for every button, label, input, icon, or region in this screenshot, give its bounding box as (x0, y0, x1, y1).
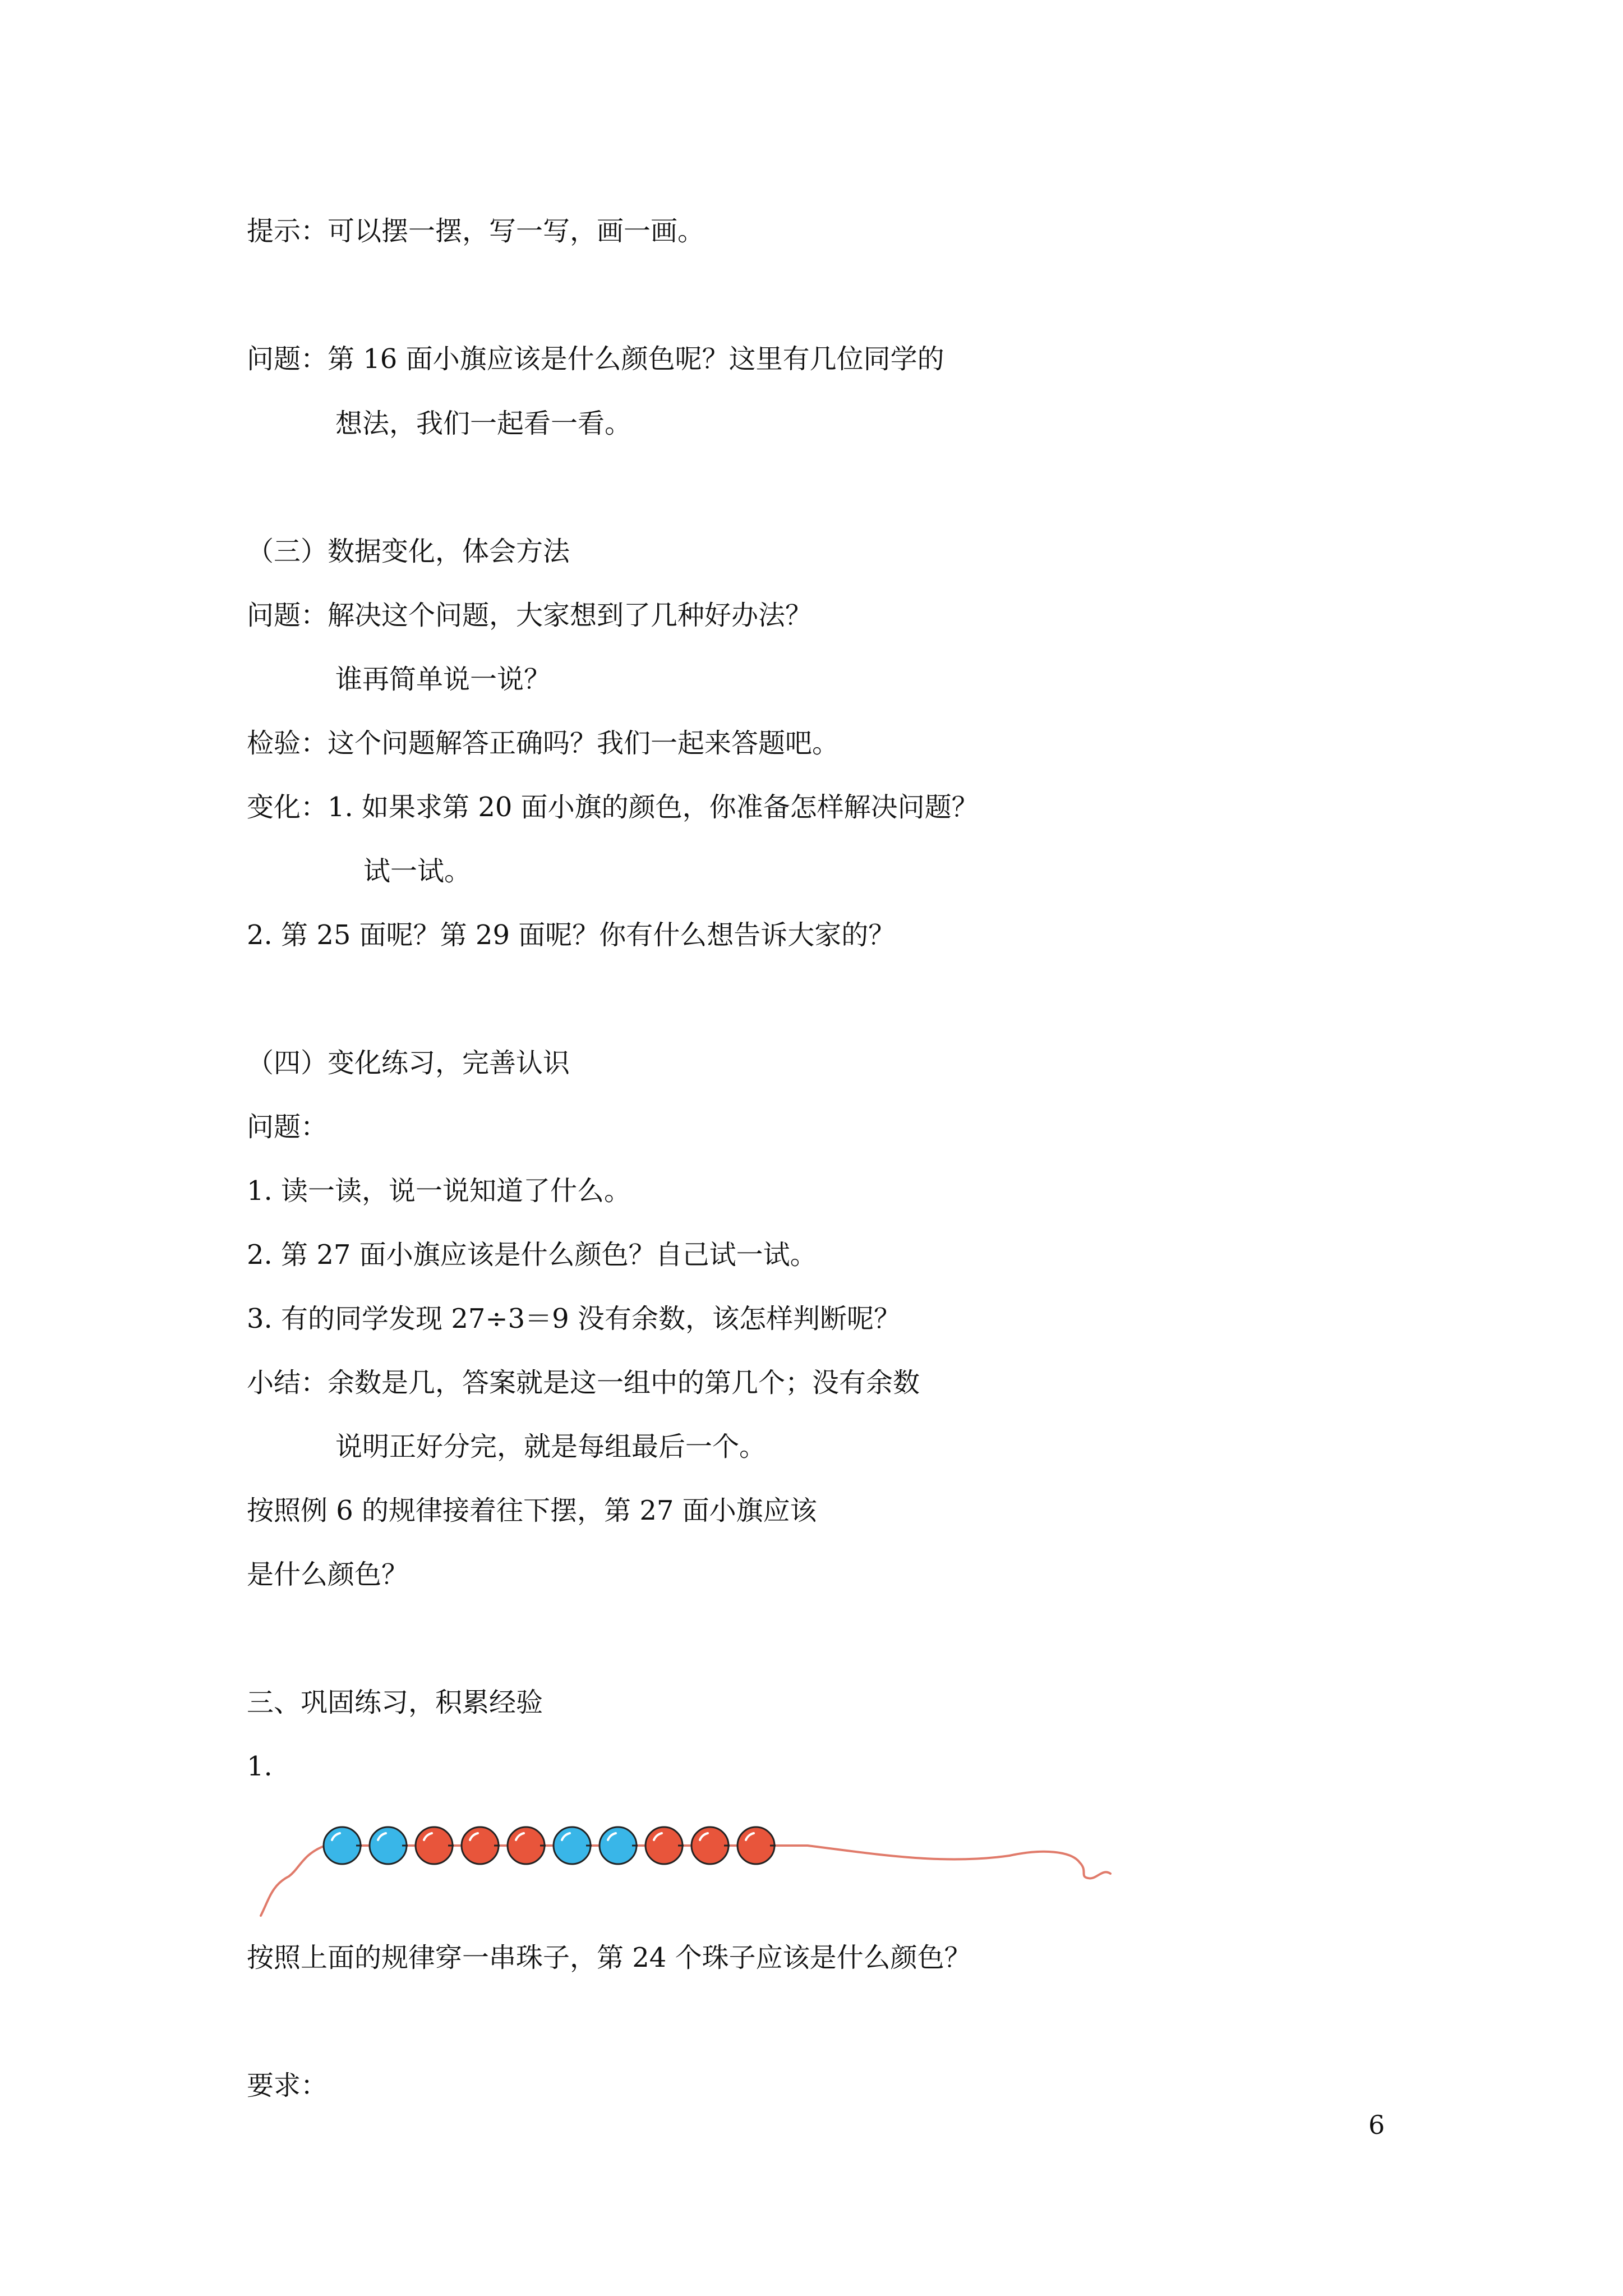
check-line: 检验：这个问题解答正确吗？我们一起来答题吧。 (247, 728, 840, 759)
variation-line-1-cont: 试一试。 (363, 855, 472, 887)
question-line-1: 问题：第 16 面小旗应该是什么颜色呢？这里有几位同学的 (247, 343, 944, 375)
bead-red (462, 1827, 500, 1864)
bead-question-line: 按照上面的规律穿一串珠子，第 24 个珠子应该是什么颜色？ (247, 1942, 971, 1973)
bead-blue (600, 1827, 638, 1864)
bead-blue (370, 1827, 408, 1864)
question-line-2-cont: 谁再简单说一说？ (335, 664, 551, 695)
question-line-2: 问题：解决这个问题，大家想到了几种好办法？ (247, 600, 813, 631)
example-line-cont: 是什么颜色？ (247, 1559, 409, 1590)
requirement-label: 要求： (247, 2070, 328, 2101)
summary-line: 小结：余数是几，答案就是这一组中的第几个；没有余数 (247, 1367, 920, 1398)
question-item-3: 3. 有的同学发现 27÷3＝9 没有余数，该怎样判断呢？ (247, 1303, 901, 1335)
bead-red (416, 1827, 454, 1864)
bead-red (691, 1827, 730, 1864)
question-label: 问题： (247, 1111, 328, 1143)
example-line: 按照例 6 的规律接着往下摆，第 27 面小旗应该 (247, 1495, 817, 1526)
bead-blue (554, 1827, 592, 1864)
section-heading-3: （三）数据变化，体会方法 (247, 536, 570, 567)
question-line-1-cont: 想法，我们一起看一看。 (335, 408, 632, 439)
summary-line-cont: 说明正好分完，就是每组最后一个。 (335, 1431, 767, 1462)
question-item-2: 2. 第 27 面小旗应该是什么颜色？自己试一试。 (247, 1239, 817, 1271)
bead-red (645, 1827, 684, 1864)
bead-string-illustration (247, 1801, 1144, 1930)
exercise-number: 1. (247, 1751, 273, 1782)
page-number: 6 (1368, 2110, 1385, 2140)
section-heading-4: （四）变化练习，完善认识 (247, 1047, 570, 1079)
variation-line-1: 变化：1. 如果求第 20 面小旗的颜色，你准备怎样解决问题？ (247, 792, 979, 823)
bead-blue (324, 1827, 362, 1864)
bead-red (737, 1827, 776, 1864)
section-heading-practice: 三、巩固练习，积累经验 (247, 1687, 543, 1718)
hint-line: 提示：可以摆一摆，写一写，画一画。 (247, 215, 705, 247)
question-item-1: 1. 读一读，说一说知道了什么。 (247, 1175, 631, 1207)
bead-red (508, 1827, 546, 1864)
variation-line-2: 2. 第 25 面呢？第 29 面呢？你有什么想告诉大家的？ (247, 919, 896, 951)
